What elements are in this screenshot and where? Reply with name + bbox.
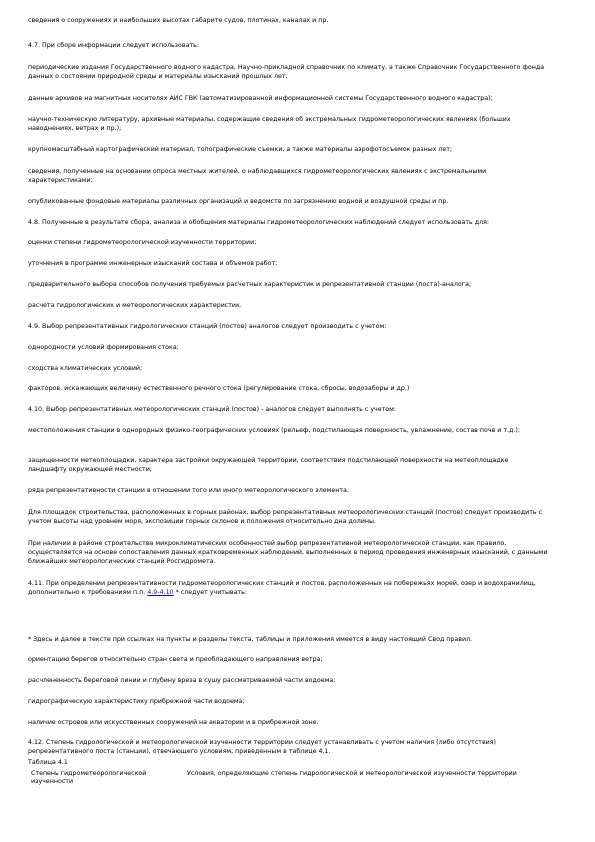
paragraph: однородности условий формирования стока; <box>28 344 179 351</box>
paragraph: крупномасштабный картографический материал, топографические съемки, а также материалы аэрофотосъемок разных лет; <box>28 146 453 153</box>
section-heading-4-11 <box>28 579 548 597</box>
paragraph: расчета гидрологических и метеорологических характеристик. <box>28 302 242 309</box>
paragraph: расчлененность береговой линии и глубину вреза в сушу рассматриваемой части водоема; <box>28 677 336 684</box>
paragraph: сходства климатических условий; <box>28 365 143 372</box>
section-heading: 4.8. Полученные в результате сбора, анализа и обобщения материалы гидрометеорологических наблюдений следует использовать для: <box>28 219 490 226</box>
paragraph: Для площадок строительства, расположенных в горных районах, выбор репрезентативных метеорологических станций (постов) следует производить с учетом высоты над уровнем моря, экспозиции горных склонов и положения относительно дна долины. <box>28 509 543 525</box>
section-heading: 4.12. Степень гидрологической и метеорологической изученности территории следует устанавливать с учетом наличия (либо отсутствия) репрезентативного поста (станции), отвечающего условиям, приведенным в таблице 4.1. <box>28 739 496 755</box>
text-after-link: * следует учитывать: <box>173 589 247 596</box>
text-before-link: 4.11. При определении репрезентативности гидрометеорологических станций и постов, расположенных на побережьях морей, озер и водохранилищ, дополнительно к требованиям п.п. <box>28 580 536 596</box>
table-4-1 <box>28 770 548 786</box>
table-header-cell: Степень гидрометеорологической изученности <box>31 770 147 785</box>
paragraph: гидрографическую характеристику прибрежной части водоема; <box>28 698 245 705</box>
paragraph: опубликованные фондовые материалы различных организаций и ведомств по загрязнению водной и воздушной среды и пр. <box>28 198 449 205</box>
paragraph: наличие островов или искусственных сооружений на акватории и в прибрежной зоне. <box>28 719 319 726</box>
section-heading: 4.10. Выбор репрезентативных метеорологических станций (постов) - аналогов следует выполнять с учетом: <box>28 406 397 413</box>
section-heading: 4.9. Выбор репрезентативных гидрологических станций (постов) аналогов следует производить с учетом: <box>28 323 387 330</box>
paragraph: сведения, полученные на основании опроса местных жителей, о наблюдавшихся гидрометеорологических явлениях с экстремальными характеристиками; <box>28 168 487 184</box>
table-header-cell: Условия, определяющие степень гидрологической и метеорологической изученности территории <box>187 770 517 777</box>
table-header-row <box>28 770 548 786</box>
paragraph: оценки степени гидрометеорологической изученности территории; <box>28 239 257 246</box>
paragraph: факторов, искажающих величину естественного речного стока (регулирование стока, сбросы, водозаборы и др.) <box>28 385 410 392</box>
clause-link[interactable]: 4.9-4.10 <box>147 589 174 596</box>
paragraph: ряда репрезентативности станции в отношении того или иного метеорологического элемента. <box>28 487 349 494</box>
paragraph: При наличии в районе строительства микроклиматических особенностей выбор репрезентативной метеорологической станции, как правило, осуществляется на основе сопоставления данных кратковременных наблюдений, выполненных в период проведения инженерных изысканий, с данными ближайших метеорологических станций Росгидромета. <box>28 540 548 565</box>
paragraph: данные архивов на магнитных носителях АИС ГВК (автоматизированной информационной системы Государственного водного кадастра); <box>28 95 493 102</box>
table-caption: Таблица 4.1 <box>28 759 68 766</box>
paragraph: научно-техническую литературу, архивные материалы, содержащие сведения об экстремальных гидрометеорологических явлениях (больших наводнениях, ветрах и пр.); <box>28 116 511 132</box>
paragraph: ориентацию берегов относительно стран света и преобладающего направления ветра; <box>28 656 323 663</box>
paragraph: уточнения в программе инженерных изысканий состава и объемов работ; <box>28 260 278 267</box>
paragraph: сведения о сооружениях и наибольших высотах габарите судов, плотинах, каналах и пр. <box>28 17 329 24</box>
paragraph: местоположения станции в однородных физико-географических условиях (рельеф, подстилающая поверхность, увлажнение, состав почв и т.д.); <box>28 427 520 434</box>
footnote: * Здесь и далее в тексте при ссылках на пункты и разделы текста, таблицы и приложения имеется в виду настоящий Свод правил. <box>28 636 473 643</box>
paragraph: защищенности метеоплощадки, характера застройки окружающей территории, соответствия подстилающей поверхности на метеоплощадке ландшафту окружающей местности; <box>28 457 509 473</box>
paragraph: предварительного выбора способов получения требуемых расчетных характеристик и репрезентативной станции (поста)-аналога; <box>28 281 472 288</box>
paragraph: периодические издания Государственного водного кадастра, Научно-прикладной справочник по климату, а также Справочник Государственного фонда данных о состоянии природной среды и материалы изысканий прошлых лет; <box>28 64 545 80</box>
section-heading: 4.7. При сборе информации следует использовать: <box>28 42 199 49</box>
